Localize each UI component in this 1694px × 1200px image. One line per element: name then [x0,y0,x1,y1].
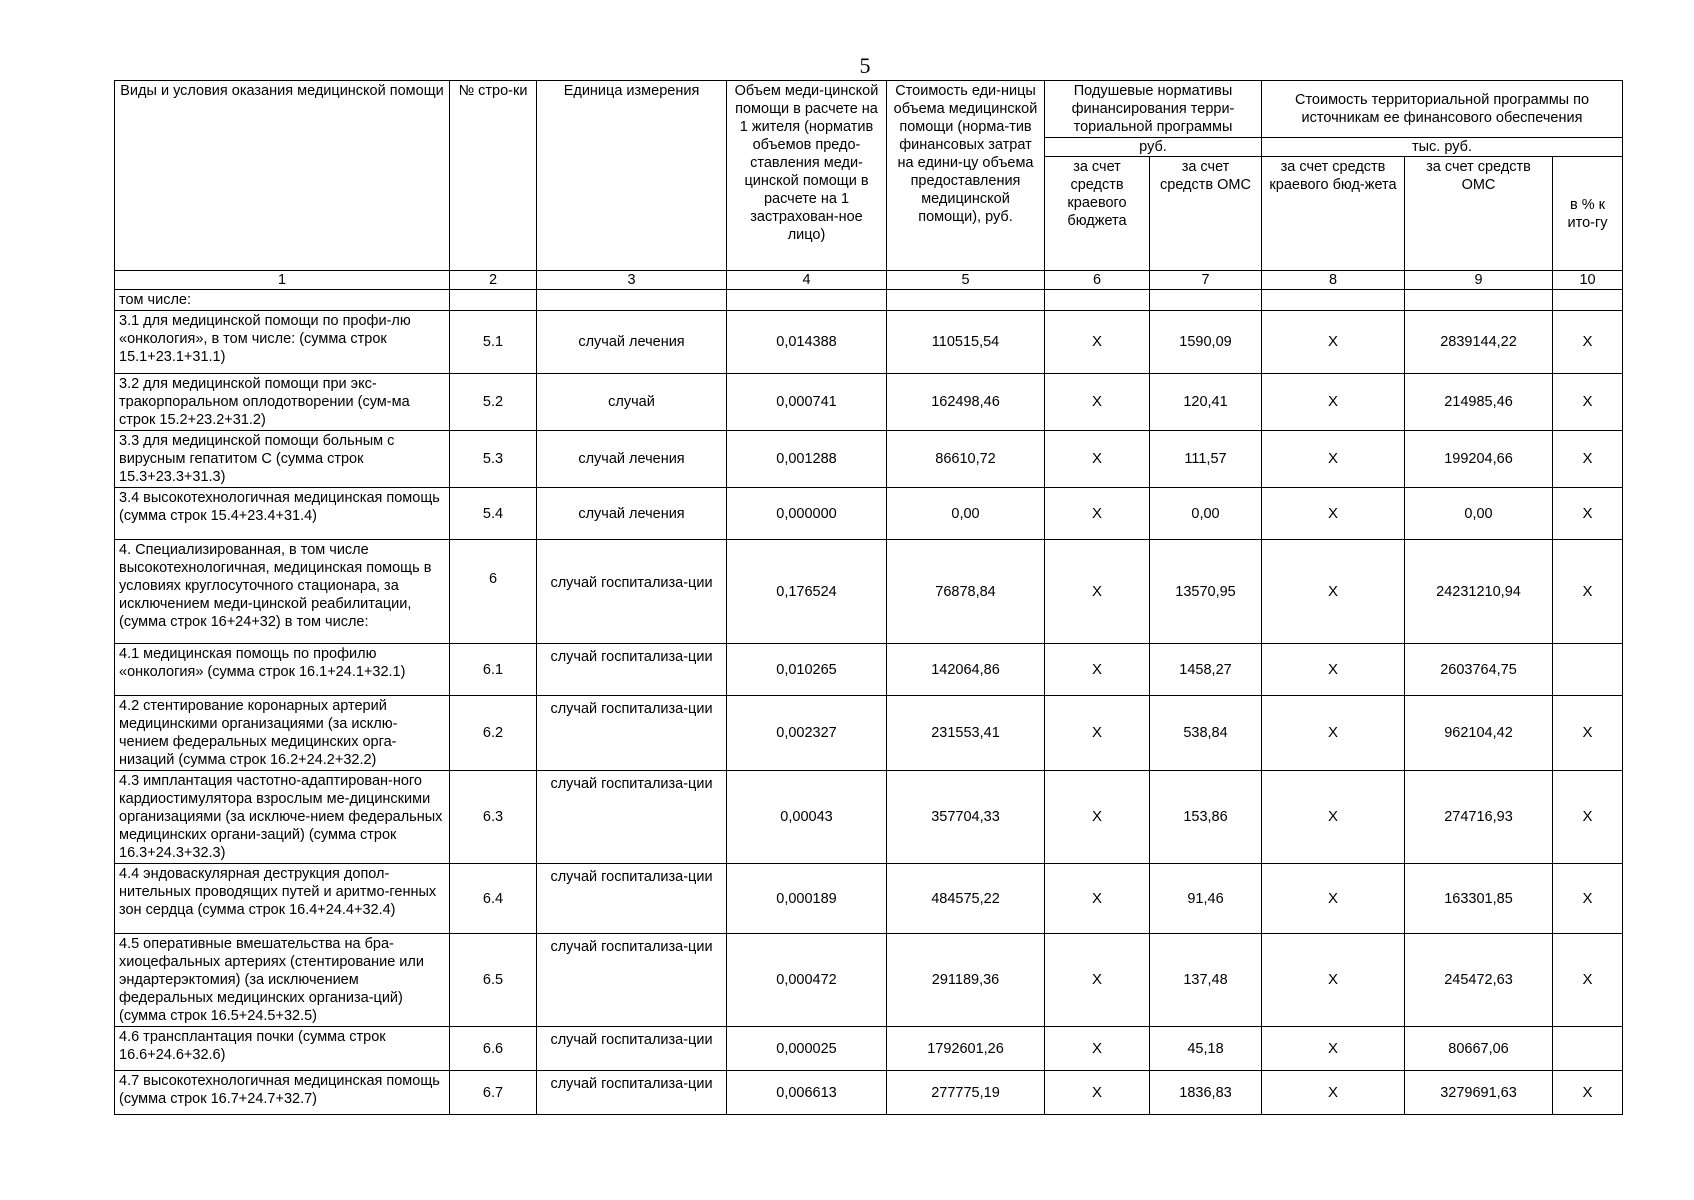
row-description: 4.5 оперативные вмешательства на бра-хиоцефальных артериях (стентирование или эндартерэктомия) (за исключением федеральных медицинских организа-ций) (сумма строк 16.5+24.5+32.5) [115,934,450,1027]
row-volume: 0,000741 [727,374,887,431]
row-volume: 0,000189 [727,864,887,934]
row-description: 3.1 для медицинской помощи по профи-лю «онкология», в том числе: (сумма строк 15.1+23.1+31.1) [115,311,450,374]
column-number-cell: 10 [1553,271,1623,290]
row-cost-oms: 962104,42 [1405,696,1553,771]
column-number-cell: 1 [115,271,450,290]
header-program-cost-group: Стоимость территориальной программы по источникам ее финансового обеспечения [1262,81,1623,138]
row-number: 6.6 [450,1027,537,1071]
row-cost-oms: 24231210,94 [1405,540,1553,644]
row-per-capita-budget: X [1045,1071,1150,1115]
row-cost-oms: 274716,93 [1405,771,1553,864]
row-per-capita-budget: X [1045,1027,1150,1071]
row-per-capita-budget [1045,290,1150,311]
row-cost-budget: X [1262,696,1405,771]
row-volume: 0,010265 [727,644,887,696]
row-description: 3.2 для медицинской помощи при экс-тракорпоральном оплодотворении (сум-ма строк 15.2+23.2+31.2) [115,374,450,431]
row-percent: X [1553,431,1623,488]
row-cost-budget: X [1262,934,1405,1027]
row-percent [1553,644,1623,696]
row-per-capita-budget: X [1045,644,1150,696]
table-row [115,1027,1623,1071]
header-per-capita-group: Подушевые нормативы финансирования терри-ториальной программы [1045,81,1262,138]
table-row [115,771,1623,864]
row-unit: случай госпитализа-ции [537,1027,727,1071]
row-unit-cost: 484575,22 [887,864,1045,934]
row-unit-cost: 110515,54 [887,311,1045,374]
table-row [115,311,1623,374]
table-row [115,696,1623,771]
page-number: 5 [859,53,871,78]
header-unit-cost: Стоимость еди-ницы объема медицинской помощи (норма-тив финансовых затрат на едини-цу объема предоставления медицинской помощи), руб. [887,81,1045,271]
row-volume: 0,000000 [727,488,887,540]
row-per-capita-budget: X [1045,696,1150,771]
header-cost-budget: за счет средств краевого бюд-жета [1262,157,1405,271]
row-unit: случай госпитализа-ции [537,934,727,1027]
row-per-capita-budget: X [1045,540,1150,644]
row-cost-budget: X [1262,1027,1405,1071]
row-description: 4. Специализированная, в том числе высокотехнологичная, медицинская помощь в условиях круглосуточного стационара, за исключением меди-цинской реабилитации, (сумма строк 16+24+32) в том числе: [115,540,450,644]
column-number-cell: 3 [537,271,727,290]
row-unit-cost: 142064,86 [887,644,1045,696]
row-unit-cost: 291189,36 [887,934,1045,1027]
row-description: 4.3 имплантация частотно-адаптирован-ного кардиостимулятора взрослым ме-дицинскими организациями (за исключе-нием федеральных медицинских органи-заций) (сумма строк 16.3+24.3+32.3) [115,771,450,864]
header-per-capita-budget: за счет средств краевого бюджета [1045,157,1150,271]
row-number: 6.3 [450,771,537,864]
column-number-cell: 9 [1405,271,1553,290]
row-unit: случай лечения [537,431,727,488]
table-row [115,488,1623,540]
header-unit: Единица измерения [537,81,727,271]
column-number-cell: 8 [1262,271,1405,290]
row-per-capita-oms: 45,18 [1150,1027,1262,1071]
row-per-capita-budget: X [1045,771,1150,864]
row-volume: 0,001288 [727,431,887,488]
table-row [115,374,1623,431]
row-percent: X [1553,540,1623,644]
table-row [115,290,1623,311]
header-percent: в % к ито-гу [1553,157,1623,271]
row-cost-oms: 2839144,22 [1405,311,1553,374]
row-volume: 0,000472 [727,934,887,1027]
row-per-capita-oms: 0,00 [1150,488,1262,540]
row-number: 6.1 [450,644,537,696]
table-row [115,431,1623,488]
row-number [450,290,537,311]
row-description: 4.6 трансплантация почки (сумма строк 16.6+24.6+32.6) [115,1027,450,1071]
row-per-capita-oms: 120,41 [1150,374,1262,431]
row-unit: случай госпитализа-ции [537,771,727,864]
row-per-capita-oms: 1590,09 [1150,311,1262,374]
table-row [115,540,1623,644]
row-unit [537,290,727,311]
row-unit: случай госпитализа-ции [537,1071,727,1115]
row-per-capita-budget: X [1045,864,1150,934]
row-cost-budget [1262,290,1405,311]
row-volume: 0,00043 [727,771,887,864]
row-unit: случай лечения [537,488,727,540]
row-unit: случай лечения [537,311,727,374]
row-cost-budget: X [1262,771,1405,864]
row-percent: X [1553,311,1623,374]
funding-table [114,80,1623,1115]
row-cost-oms: 199204,66 [1405,431,1553,488]
row-cost-budget: X [1262,540,1405,644]
row-unit: случай госпитализа-ции [537,540,727,644]
row-percent [1553,290,1623,311]
row-volume: 0,176524 [727,540,887,644]
row-cost-oms: 80667,06 [1405,1027,1553,1071]
row-number: 5.2 [450,374,537,431]
row-cost-budget: X [1262,864,1405,934]
row-per-capita-oms: 137,48 [1150,934,1262,1027]
column-number-cell: 7 [1150,271,1262,290]
row-unit-cost: 231553,41 [887,696,1045,771]
row-unit: случай госпитализа-ции [537,644,727,696]
column-number-cell: 6 [1045,271,1150,290]
table-body [115,290,1623,1115]
row-unit-cost: 162498,46 [887,374,1045,431]
header-volume: Объем меди-цинской помощи в расчете на 1 жителя (норматив объемов предо-ставления меди-цинской помощи в расчете на 1 застрахован-ное лицо) [727,81,887,271]
row-cost-budget: X [1262,644,1405,696]
row-description: том числе: [115,290,450,311]
row-number: 6 [450,540,537,644]
table-row [115,934,1623,1027]
row-description: 3.3 для медицинской помощи больным с вирусным гепатитом С (сумма строк 15.3+23.3+31.3) [115,431,450,488]
row-cost-budget: X [1262,374,1405,431]
row-per-capita-budget: X [1045,374,1150,431]
row-per-capita-oms: 91,46 [1150,864,1262,934]
header-per-capita-unit: руб. [1045,138,1262,157]
row-unit-cost: 76878,84 [887,540,1045,644]
row-per-capita-oms: 538,84 [1150,696,1262,771]
row-cost-budget: X [1262,311,1405,374]
row-per-capita-oms [1150,290,1262,311]
table-row [115,864,1623,934]
row-cost-oms: 214985,46 [1405,374,1553,431]
row-unit-cost: 1792601,26 [887,1027,1045,1071]
row-percent [1553,1027,1623,1071]
row-unit: случай [537,374,727,431]
row-cost-budget: X [1262,431,1405,488]
row-unit: случай госпитализа-ции [537,696,727,771]
row-per-capita-budget: X [1045,488,1150,540]
row-number: 6.4 [450,864,537,934]
row-unit-cost: 277775,19 [887,1071,1045,1115]
row-number: 6.5 [450,934,537,1027]
row-number: 6.7 [450,1071,537,1115]
row-unit-cost [887,290,1045,311]
row-percent: X [1553,771,1623,864]
row-cost-oms: 3279691,63 [1405,1071,1553,1115]
header-service-type: Виды и условия оказания медицинской помощи [115,81,450,271]
header-row-number: № стро-ки [450,81,537,271]
row-description: 4.2 стентирование коронарных артерий медицинскими организациями (за исклю-чением федеральных медицинских орга-низаций (сумма строк 16.2+24.2+32.2) [115,696,450,771]
row-volume [727,290,887,311]
row-cost-oms: 2603764,75 [1405,644,1553,696]
header-cost-oms: за счет средств ОМС [1405,157,1553,271]
row-percent: X [1553,864,1623,934]
row-per-capita-oms: 111,57 [1150,431,1262,488]
row-unit: случай госпитализа-ции [537,864,727,934]
row-description: 4.7 высокотехнологичная медицинская помощь (сумма строк 16.7+24.7+32.7) [115,1071,450,1115]
row-cost-oms: 163301,85 [1405,864,1553,934]
column-number-cell: 4 [727,271,887,290]
row-number: 5.4 [450,488,537,540]
row-description: 4.4 эндоваскулярная деструкция допол-нительных проводящих путей и аритмо-генных зон сердца (сумма строк 16.4+24.4+32.4) [115,864,450,934]
header-per-capita-oms: за счет средств ОМС [1150,157,1262,271]
row-percent: X [1553,374,1623,431]
row-cost-oms [1405,290,1553,311]
table-row [115,1071,1623,1115]
row-per-capita-oms: 1836,83 [1150,1071,1262,1115]
row-percent: X [1553,1071,1623,1115]
row-number: 5.3 [450,431,537,488]
row-per-capita-budget: X [1045,311,1150,374]
row-per-capita-budget: X [1045,431,1150,488]
row-per-capita-oms: 1458,27 [1150,644,1262,696]
column-numbers-row [115,271,1623,290]
row-percent: X [1553,488,1623,540]
row-volume: 0,014388 [727,311,887,374]
column-number-cell: 2 [450,271,537,290]
row-cost-oms: 0,00 [1405,488,1553,540]
row-percent: X [1553,696,1623,771]
row-per-capita-oms: 153,86 [1150,771,1262,864]
row-volume: 0,000025 [727,1027,887,1071]
header-program-cost-unit: тыс. руб. [1262,138,1623,157]
row-unit-cost: 0,00 [887,488,1045,540]
row-unit-cost: 86610,72 [887,431,1045,488]
row-per-capita-budget: X [1045,934,1150,1027]
row-percent: X [1553,934,1623,1027]
row-cost-budget: X [1262,488,1405,540]
row-cost-budget: X [1262,1071,1405,1115]
row-unit-cost: 357704,33 [887,771,1045,864]
row-volume: 0,006613 [727,1071,887,1115]
row-per-capita-oms: 13570,95 [1150,540,1262,644]
row-description: 4.1 медицинская помощь по профилю «онкология» (сумма строк 16.1+24.1+32.1) [115,644,450,696]
row-number: 6.2 [450,696,537,771]
row-description: 3.4 высокотехнологичная медицинская помощь (сумма строк 15.4+23.4+31.4) [115,488,450,540]
row-volume: 0,002327 [727,696,887,771]
column-number-cell: 5 [887,271,1045,290]
row-cost-oms: 245472,63 [1405,934,1553,1027]
table-row [115,644,1623,696]
row-number: 5.1 [450,311,537,374]
